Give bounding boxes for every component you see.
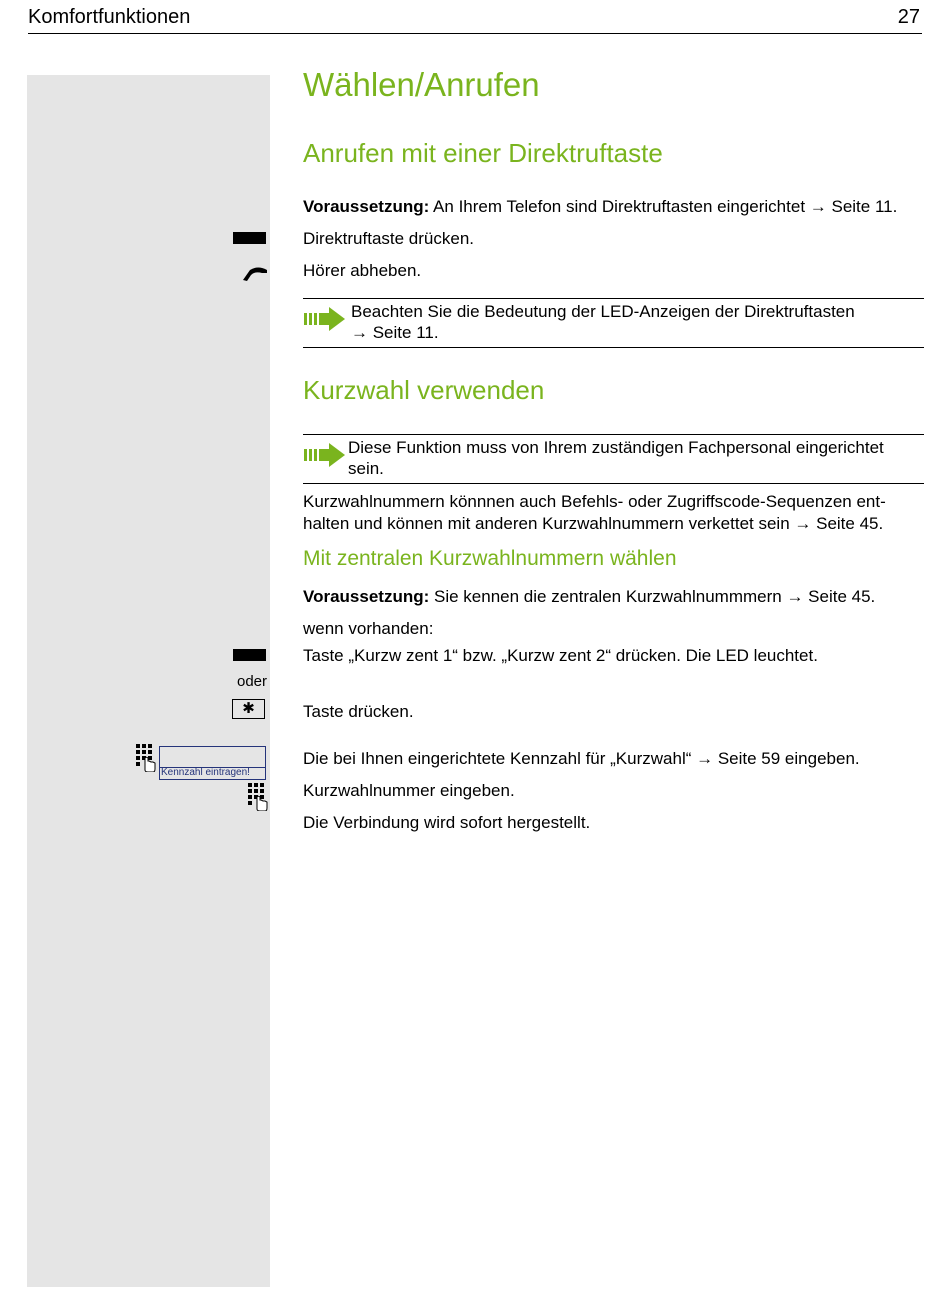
note-rule-top (303, 434, 924, 435)
prereq-label: Voraussetzung: (303, 197, 430, 216)
star-symbol: ✱ (242, 700, 255, 717)
note-led-line2: → Seite 11. (351, 323, 439, 342)
note-rule-bottom (303, 347, 924, 348)
step-enter-number: Kurzwahlnummer eingeben. (303, 781, 515, 800)
black-key-icon (233, 232, 266, 244)
note-arrow-icon (304, 442, 346, 468)
note-setup-line2: sein. (348, 459, 384, 478)
note-rule-bottom (303, 483, 924, 484)
prerequisite-direkt (303, 196, 897, 218)
keypad-icon (136, 744, 156, 772)
heading-direktruftaste: Anrufen mit einer Direktruftaste (303, 138, 663, 168)
subheading-zentrale-kurzwahl: Mit zentralen Kurzwahlnummern wählen (303, 547, 677, 570)
note-setup-line1: Diese Funktion muss von Ihrem zuständigen Fachpersonal eingerichtet (348, 438, 884, 457)
note-arrow-icon (304, 306, 346, 332)
section-title: Wählen/Anrufen (303, 66, 540, 103)
prereq-text: Sie kennen die zentralen Kurzwahlnummmern → Seite 45. (429, 587, 876, 606)
kurzwahl-paragraph-line1: Kurzwahlnummern könnnen auch Befehls- oder Zugriffscode-Sequenzen ent- (303, 492, 886, 511)
or-label: oder (237, 673, 268, 690)
step-press-kurzwahl-key: Taste „Kurzw zent 1“ bzw. „Kurzw zent 2“ drücken. Die LED leuchtet. (303, 646, 818, 665)
step-connection: Die Verbindung wird sofort hergestellt. (303, 813, 591, 832)
star-key-icon (232, 699, 265, 719)
step-lift-handset: Hörer abheben. (303, 261, 422, 280)
note-led-line1: Beachten Sie die Bedeutung der LED-Anzeigen der Direktruftasten (351, 302, 855, 321)
step-press-direct-key: Direktruftaste drücken. (303, 229, 475, 248)
prerequisite-kurzwahl (303, 586, 875, 608)
step-press-star: Taste drücken. (303, 702, 414, 721)
running-header-title: Komfortfunktionen (28, 6, 191, 28)
keypad-icon (248, 783, 268, 811)
kurzwahl-paragraph-line2: halten und können mit anderen Kurzwahlnummern verkettet sein → Seite 45. (303, 514, 884, 533)
black-key-icon (233, 649, 266, 661)
action-sidebar (27, 75, 270, 1287)
header-rule (28, 33, 922, 34)
note-rule-top (303, 298, 924, 299)
prereq-label: Voraussetzung: (303, 587, 430, 606)
code-entry-label: Kennzahl eintragen! (161, 767, 250, 778)
if-available-label: wenn vorhanden: (303, 619, 434, 638)
step-enter-code: Die bei Ihnen eingerichtete Kennzahl für „Kurzwahl“ → Seite 59 eingeben. (303, 749, 860, 768)
prereq-text: An Ihrem Telefon sind Direktruftasten eingerichtet → Seite 11. (429, 197, 898, 216)
handset-lift-icon (240, 262, 270, 282)
heading-kurzwahl: Kurzwahl verwenden (303, 375, 545, 405)
page-number: 27 (897, 6, 920, 28)
